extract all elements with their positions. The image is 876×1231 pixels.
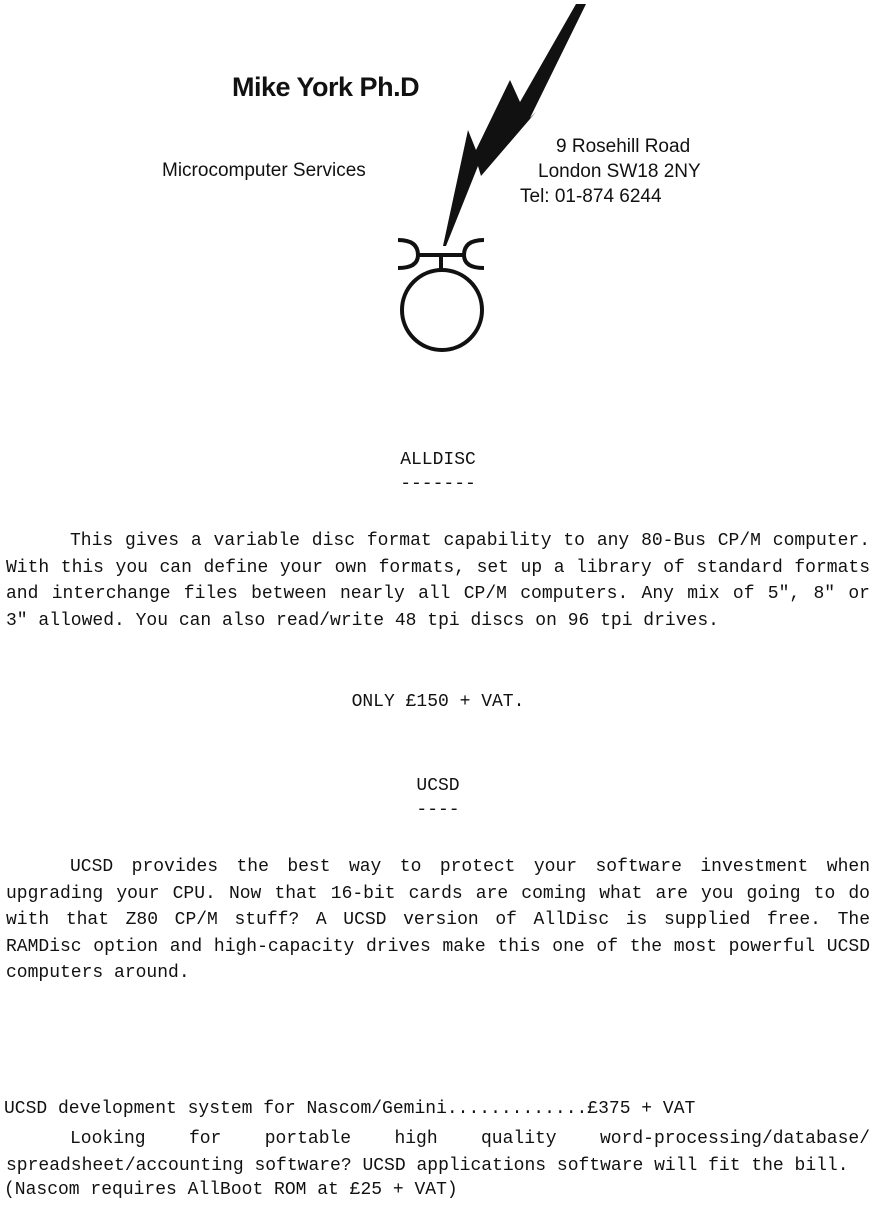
lightning-logo-icon bbox=[380, 0, 600, 360]
alldisc-body: This gives a variable disc format capability to any 80-Bus CP/M computer. With this you can define your own formats, set up a library of standard formats and interchange files between nearly all CP/M computers. Any mix of 5", 8" or 3" allowed. You can also read/write 48 tpi discs on 96 tpi drives. bbox=[6, 531, 870, 631]
alldisc-price: ONLY £150 + VAT. bbox=[351, 692, 525, 712]
ucsd-body: UCSD provides the best way to protect your software investment when upgrading your CPU. Now that 16-bit cards are coming what are you going to do with that Z80 CP/M stuff? A UCSD version of AllDisc is supplied free. The RAMDisc option and high-capacity drives make this one of the most powerful UCSD computers around. bbox=[6, 857, 870, 984]
address-street: 9 Rosehill Road bbox=[556, 136, 691, 157]
ucsd-closing: Looking for portable high quality word-processing/database/ spreadsheet/accounting software? UCSD applications software will fit the bill. bbox=[6, 1129, 870, 1176]
address-phone: Tel: 01-874 6244 bbox=[520, 186, 662, 207]
receiver-symbol bbox=[398, 240, 484, 350]
letterhead-name: Mike York Ph.D bbox=[232, 72, 420, 102]
ucsd-system-note: (Nascom requires AllBoot ROM at £25 + VAT) bbox=[4, 1180, 458, 1200]
ucsd-system-line: UCSD development system for Nascom/Gemini.............£375 + VAT bbox=[4, 1099, 696, 1119]
lightning-bolt-shape bbox=[443, 4, 586, 246]
alldisc-heading-underline: ------- bbox=[400, 474, 476, 494]
alldisc-heading: ALLDISC bbox=[400, 450, 476, 470]
letterhead-subtitle: Microcomputer Services bbox=[162, 160, 366, 181]
address-city: London SW18 2NY bbox=[538, 161, 701, 182]
ucsd-heading: UCSD bbox=[416, 776, 460, 796]
ucsd-heading-underline: ---- bbox=[416, 800, 460, 820]
